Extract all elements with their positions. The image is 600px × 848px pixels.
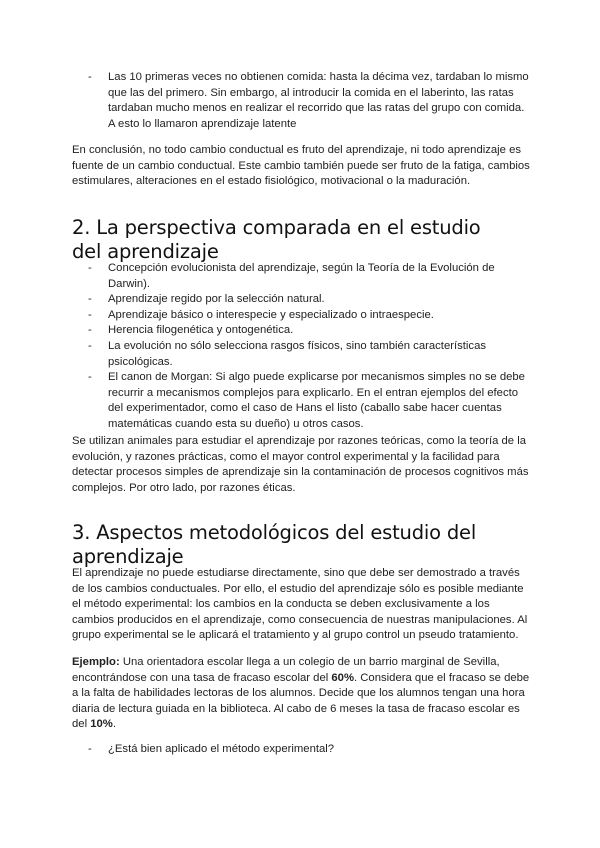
- section-3-paragraph: El aprendizaje no puede estudiarse directamente, sino que debe ser demostrado a través de los cambios conductuales. Por ello, el estudio del aprendizaje sólo es posible mediante el método experimental: los cambios en la conducta se deben exclusivamente a los cambios producidos en el aprendizaje, como consecuencia de nuestras manipulaciones. Al grupo experimental se le aplicará el tratamiento y al grupo control un pseudo tratamiento.: [72, 567, 528, 642]
- section-2-bullet-list: [72, 261, 532, 433]
- example-text: . Considera que el fracaso se debe a la falta de habilidades lectoras de los alumnos. Decide que los alumnos tengan una hora diaria de lectura guiada en la biblioteca. Al cabo de 6 meses la tasa de fracaso escolar es del: [72, 671, 530, 731]
- list-item: - ¿Está bien aplicado el método experimental?: [72, 742, 532, 758]
- list-item: - Concepción evolucionista del aprendizaje, según la Teoría de la Evolución de Darwin).: [72, 261, 532, 292]
- example-rate-before: 60%: [331, 671, 354, 684]
- section-2-heading: 2. La perspectiva comparada en el estudio del aprendizaje: [72, 216, 481, 263]
- list-item: - Aprendizaje básico o interespecie y especializado o intraespecie.: [72, 308, 532, 324]
- list-item: - El canon de Morgan: Si algo puede explicarse por mecanismos simples no se debe recurrir a mecanismos complejos para explicarlo. En el entran ejemplos del efecto del experimentador, como el caso de Hans el listo (caballo sabe hacer cuentas matemáticas cuando esta su dueño) u otros casos.: [72, 370, 532, 432]
- list-item: - La evolución no sólo selecciona rasgos físicos, sino también características psicológicas.: [72, 339, 532, 370]
- section-3-bullet-list: [72, 742, 532, 758]
- section-2-paragraph: Se utilizan animales para estudiar el aprendizaje por razones teóricas, como la teoría de la evolución, y razones prácticas, como el mayor control experimental y la facilidad para detectar procesos simples de aprendizaje sin la contaminación de procesos cognitivos más complejos. Por otro lado, por razones éticas.: [72, 435, 529, 494]
- example-paragraph: [72, 655, 530, 733]
- example-rate-after: 10%: [90, 718, 113, 731]
- list-item: - Las 10 primeras veces no obtienen comida: hasta la décima vez, tardaban lo mismo que las del primero. Sin embargo, al introducir la comida en el laberinto, las ratas tardaban mucho menos en realizar el recorrido que las ratas del grupo con comida. A esto lo llamaron aprendizaje latente: [72, 70, 532, 132]
- section-3-heading: 3. Aspectos metodológicos del estudio del aprendizaje: [72, 521, 477, 568]
- list-item: - Aprendizaje regido por la selección natural.: [72, 292, 532, 308]
- example-label: Ejemplo:: [72, 656, 120, 668]
- example-text: .: [112, 718, 116, 731]
- example-text: Una orientadora escolar llega a un colegio de un barrio marginal de Sevilla, encontrándose con una tasa de fracaso escolar del: [72, 656, 500, 684]
- list-item: - Herencia filogenética y ontogenética.: [72, 323, 532, 339]
- top-bullet-list: [72, 70, 532, 132]
- conclusion-paragraph: En conclusión, no todo cambio conductual es fruto del aprendizaje, ni todo aprendizaje es fuente de un cambio conductual. Este cambio también puede ser fruto de la fatiga, cambios estimulares, alteraciones en el estado fisiológico, motivacional o la maduración.: [72, 144, 530, 188]
